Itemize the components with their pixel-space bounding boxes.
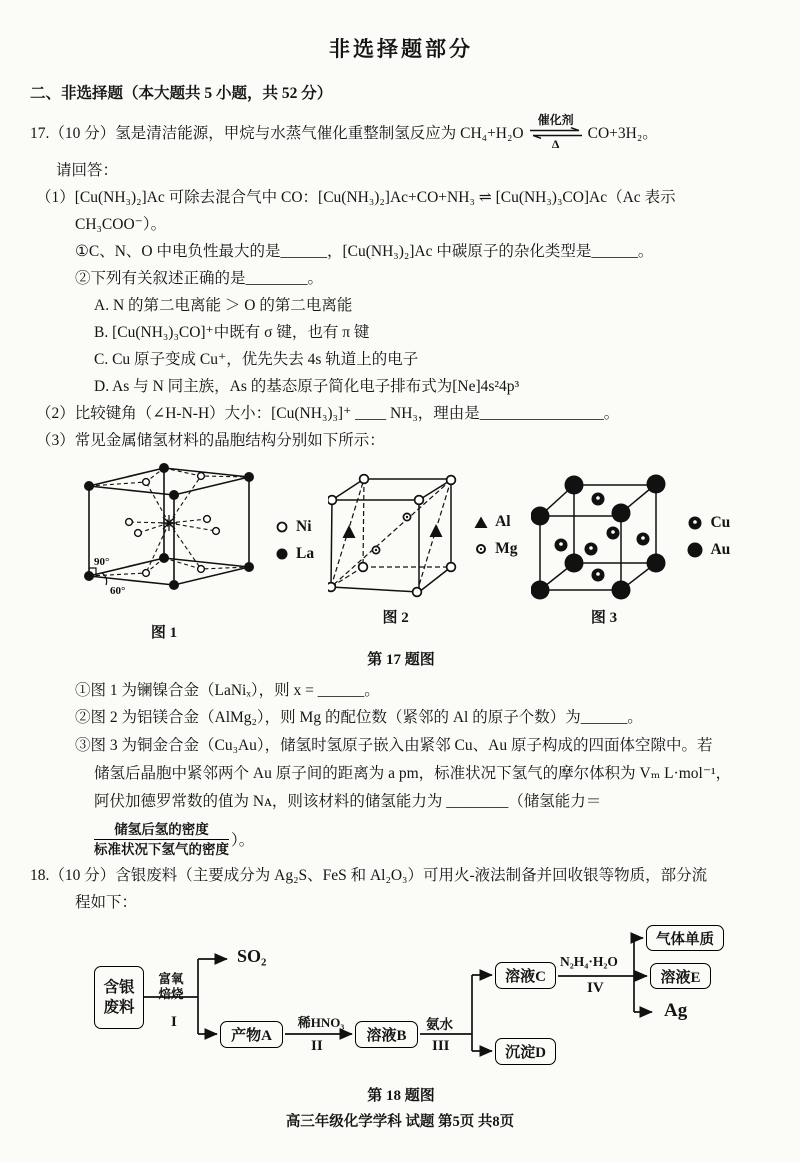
figure-2-legend xyxy=(473,513,517,558)
fraction xyxy=(94,820,229,859)
q17-option-d: D. As 与 N 同主族，As 的基态原子简化电子排布式为[Ne]4s²4p³ xyxy=(94,378,520,395)
flow-step3-label: 氨水 xyxy=(426,1017,453,1032)
flow-source-box xyxy=(94,966,144,1029)
fraction-numerator: 储氢后氢的密度 xyxy=(94,820,229,840)
delta-label: Δ xyxy=(551,137,560,151)
q17-part3-sub3-line1: ③图 3 为铜金合金（Cu₃Au），储氢时氢原子嵌入由紧邻 Cu、Au 原子构成的四面体空隙中。若 xyxy=(75,737,713,754)
q17-figures xyxy=(64,461,772,642)
lani-cell-diagram xyxy=(64,461,264,619)
flow-silver-label: Ag xyxy=(664,1000,688,1021)
page-title: 非选择题部分 xyxy=(329,37,473,61)
al-triangle-icon xyxy=(473,514,489,530)
q17-part3-sub3-line3: 阿伏加德罗常数的值为 Nᴀ，则该材料的储氢能力为 ________（储氢能力＝ xyxy=(94,793,602,810)
flow-step2-number: II xyxy=(311,1038,323,1054)
catalyst-label: 催化剂 xyxy=(537,113,574,127)
q17-part1-sub1: ①C、N、O 中电负性最大的是______，[Cu(NH₃)₂]Ac 中碳原子的杂化类型是______。 xyxy=(75,243,654,260)
q17-please-answer: 请回答： xyxy=(56,162,119,179)
q17-part2: （2）比较键角（∠H-N-H）大小：[Cu(NH₃)₃]⁺ ____ NH₃，理由是________________。 xyxy=(36,405,620,422)
legend-label: Mg xyxy=(495,540,518,557)
au-filled-circle-icon xyxy=(686,541,704,559)
q17-option-b: B. [Cu(NH₃)₃CO]⁺中既有 σ 键，也有 π 键 xyxy=(94,324,370,341)
flow-solution-b-label: 溶液B xyxy=(366,1028,407,1044)
figure-1 xyxy=(64,461,314,642)
reaction-condition xyxy=(527,114,585,150)
q18-line2: 程如下： xyxy=(75,894,138,911)
flow-step4-label: N₂H₄·H₂O xyxy=(560,954,618,969)
q17-option-c: C. Cu 原子变成 Cu⁺，优先失去 4s 轨道上的电子 xyxy=(94,351,419,368)
flow-solution-e-label: 溶液E xyxy=(660,969,701,986)
q17-part1-sub2: ②下列有关叙述正确的是________。 xyxy=(75,270,324,287)
q17-option-a: A. N 的第二电离能 ＞ O 的第二电离能 xyxy=(94,297,353,314)
ni-open-circle-icon xyxy=(274,519,290,535)
flow-product-a-label: 产物A xyxy=(231,1028,272,1044)
legend-label: Cu xyxy=(710,514,731,531)
flow-solution-b-box xyxy=(355,1021,418,1048)
q17-part3-sub2: ②图 2 为铝镁合金（AlMg₂），则 Mg 的配位数（紧邻的 Al 的原子个数）为______。 xyxy=(75,709,643,726)
legend-label: Al xyxy=(495,513,511,530)
almg-cell-diagram xyxy=(328,467,463,604)
flow-solution-c-box xyxy=(495,962,556,989)
flow-step1-number: I xyxy=(171,1014,177,1030)
la-filled-circle-icon xyxy=(274,546,290,562)
page-footer: 高三年级化学学科 试题 第5页 共8页 xyxy=(285,1114,515,1130)
flow-step4-number: IV xyxy=(587,980,604,996)
flow-so2-label: SO₂ xyxy=(237,946,267,966)
figure-1-caption: 图 1 xyxy=(150,625,178,641)
angle-60-label: 60° xyxy=(110,585,126,597)
fraction-suffix: ）。 xyxy=(231,832,255,849)
figure-1-legend xyxy=(274,518,314,563)
figure-2 xyxy=(328,467,517,627)
cu-dotted-circle-icon xyxy=(686,514,704,532)
legend-label: Ni xyxy=(296,517,312,535)
flow-source-label: 含银废料 xyxy=(103,978,135,1016)
q17-stem-text: 17.（10 分）氢是清洁能源，甲烷与水蒸气催化重整制氢反应为 CH₄+H₂O xyxy=(30,125,524,142)
fraction-denominator: 标准状况下氢气的密度 xyxy=(94,841,229,857)
q17-part3-intro: （3）常见金属储氢材料的晶胞结构分别如下所示： xyxy=(36,432,385,449)
q17-storage-capacity-fraction xyxy=(94,816,772,862)
q17-part1-line1: （1）[Cu(NH₃)₂]Ac 可除去混合气中 CO：[Cu(NH₃)₂]Ac+CO+NH₃ ⇌ [Cu(NH₃)₃CO]Ac（Ac 表示 xyxy=(36,189,676,206)
figure-3-legend xyxy=(686,514,730,559)
flow-gas-box xyxy=(646,925,724,951)
figure-2-caption: 图 2 xyxy=(382,610,409,626)
q17-figure-group-caption: 第 17 题图 xyxy=(367,652,435,668)
q18-flowchart xyxy=(86,922,786,1074)
cuau-cell-diagram xyxy=(531,469,676,604)
flow-precipitate-d-box xyxy=(495,1038,556,1065)
flow-step1-label: 富氧焙烧 xyxy=(158,972,184,1001)
q17-part3-sub1: ①图 1 为镧镍合金（LaNiₓ），则 x = ______。 xyxy=(75,682,380,699)
mg-circle-icon xyxy=(473,541,489,557)
flow-solution-c-label: 溶液C xyxy=(505,969,546,985)
figure-3 xyxy=(531,469,730,627)
section-header: 二、非选择题（本大题共 5 小题，共 52 分） xyxy=(30,85,333,102)
q17-products: CO+3H₂。 xyxy=(587,125,658,142)
flow-precipitate-d-label: 沉淀D xyxy=(505,1045,546,1061)
angle-90-label: 90° xyxy=(94,556,110,568)
q17-part3-sub3-line2: 储氢后晶胞中紧邻两个 Au 原子间的距离为 a pm，标准状况下氢气的摩尔体积为 Vₘ L·mol⁻¹， xyxy=(94,765,732,782)
flow-product-a-box xyxy=(220,1021,283,1048)
flow-gas-label: 气体单质 xyxy=(656,931,714,948)
q18-flowchart-caption: 第 18 题图 xyxy=(367,1088,435,1104)
legend-label: La xyxy=(296,544,315,562)
q17-stem xyxy=(30,107,772,157)
legend-label: Au xyxy=(710,541,731,558)
q18-line1: 18.（10 分）含银废料（主要成分为 Ag₂S、FeS 和 Al₂O₃）可用火-液法制备并回收银等物质，部分流 xyxy=(30,867,708,884)
flow-solution-e-box xyxy=(650,963,711,989)
flow-step3-number: III xyxy=(432,1038,450,1054)
figure-3-caption: 图 3 xyxy=(590,610,618,626)
flow-step2-label: 稀HNO₃ xyxy=(297,1015,345,1030)
q17-part1-line2: CH₃COO⁻）。 xyxy=(75,216,167,233)
